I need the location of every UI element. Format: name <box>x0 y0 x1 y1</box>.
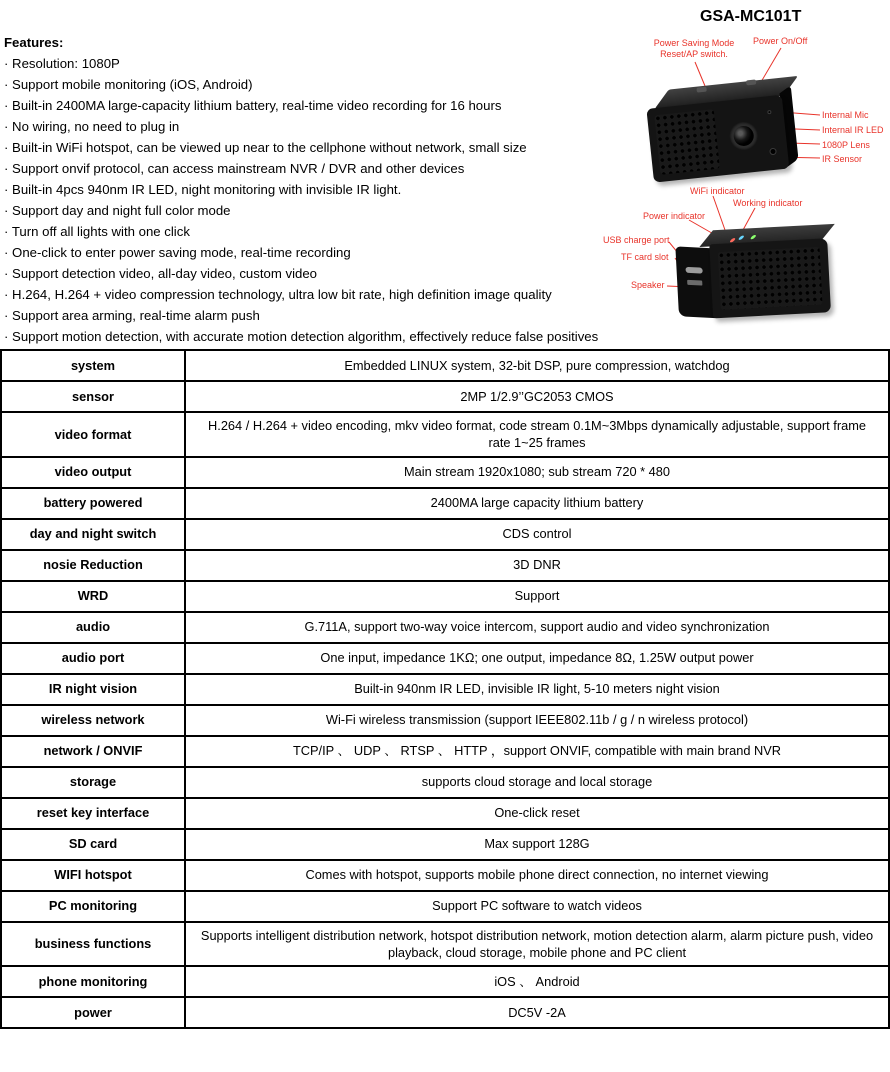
reset-ap-switch-button <box>696 87 706 93</box>
spec-label: wireless network <box>1 705 185 736</box>
features-list <box>4 32 598 347</box>
table-row <box>1 860 889 891</box>
product-diagram <box>585 30 888 348</box>
callout-speaker: Speaker <box>631 280 665 290</box>
feature-item: · Support day and night full color mode <box>4 203 231 218</box>
camera-front-face <box>646 95 789 183</box>
table-row <box>1 581 889 612</box>
table-row <box>1 643 889 674</box>
table-row <box>1 350 889 381</box>
spec-label: audio port <box>1 643 185 674</box>
spec-value: CDS control <box>185 519 889 550</box>
power-indicator-led <box>729 238 736 242</box>
callout-ir-sensor: IR Sensor <box>822 154 863 164</box>
callout-power-on-off: Power On/Off <box>753 36 808 46</box>
spec-value: Comes with hotspot, supports mobile phone direct connection, no internet viewing <box>185 860 889 891</box>
header-section <box>0 0 890 349</box>
spec-table <box>0 349 890 1029</box>
speaker-grille-icon <box>718 247 823 310</box>
spec-label: sensor <box>1 381 185 412</box>
spec-label: battery powered <box>1 488 185 519</box>
product-title: GSA-MC101T <box>700 8 802 25</box>
table-row <box>1 829 889 860</box>
table-row <box>1 798 889 829</box>
spec-label: nosie Reduction <box>1 550 185 581</box>
camera-speaker-face <box>709 238 831 318</box>
feature-item: · Built-in WiFi hotspot, can be viewed up near to the cellphone without network, small size <box>4 140 527 155</box>
spec-label: power <box>1 997 185 1028</box>
callout-wifi-indicator: WiFi indicator <box>690 186 745 196</box>
callout-power-indicator: Power indicator <box>643 211 706 221</box>
working-indicator-led <box>750 235 757 239</box>
spec-value: G.711A, support two-way voice intercom, support audio and video synchronization <box>185 612 889 643</box>
spec-value: Embedded LINUX system, 32-bit DSP, pure compression, watchdog <box>185 350 889 381</box>
spec-value: DC5V -2A <box>185 997 889 1028</box>
tf-card-slot <box>687 280 702 286</box>
spec-value: TCP/IP 、 UDP 、 RTSP 、 HTTP ，support ONVIF, compatible with main brand NVR <box>185 736 889 767</box>
spec-label: reset key interface <box>1 798 185 829</box>
table-row <box>1 412 889 457</box>
spec-value: One-click reset <box>185 798 889 829</box>
callout-usb-charge-port: USB charge port <box>603 235 670 245</box>
spec-value: Wi-Fi wireless transmission (support IEEE802.11b / g / n wireless protocol) <box>185 705 889 736</box>
feature-item: · Support area arming, real-time alarm push <box>4 308 260 323</box>
spec-value: Support PC software to watch videos <box>185 891 889 922</box>
spec-value: 2MP 1/2.9’’GC2053 CMOS <box>185 381 889 412</box>
spec-label: video output <box>1 457 185 488</box>
lens-icon <box>728 121 759 152</box>
camera-rear-view <box>674 222 839 330</box>
spec-value: supports cloud storage and local storage <box>185 767 889 798</box>
feature-item: · Built-in 2400MA large-capacity lithium battery, real-time video recording for 16 hours <box>4 98 502 113</box>
spec-label: IR night vision <box>1 674 185 705</box>
power-button <box>746 79 756 85</box>
callout-internal-mic: Internal Mic <box>822 110 869 120</box>
speaker-grille-icon <box>654 109 720 175</box>
spec-label: PC monitoring <box>1 891 185 922</box>
feature-item: · Support mobile monitoring (iOS, Android) <box>4 77 253 92</box>
feature-item: · H.264, H.264 + video compression technology, ultra low bit rate, high definition image quality <box>4 287 552 302</box>
spec-value: One input, impedance 1KΩ; one output, impedance 8Ω, 1.25W output power <box>185 643 889 674</box>
spec-label: network / ONVIF <box>1 736 185 767</box>
spec-value: iOS 、 Android <box>185 966 889 997</box>
feature-item: · No wiring, no need to plug in <box>4 119 180 134</box>
feature-item: · Resolution: 1080P <box>4 56 120 71</box>
spec-label: audio <box>1 612 185 643</box>
spec-value: H.264 / H.264 + video encoding, mkv video format, code stream 0.1M~3Mbps dynamically adjustable, support frame rate 1~25 frames <box>185 412 889 457</box>
table-row <box>1 488 889 519</box>
spec-label: business functions <box>1 922 185 967</box>
spec-label: WRD <box>1 581 185 612</box>
callout-1080p-lens: 1080P Lens <box>822 140 870 150</box>
table-row <box>1 674 889 705</box>
table-row <box>1 705 889 736</box>
table-row <box>1 550 889 581</box>
feature-item: · Turn off all lights with one click <box>4 224 190 239</box>
spec-label: day and night switch <box>1 519 185 550</box>
callout-working-indicator: Working indicator <box>733 198 803 208</box>
spec-value: Max support 128G <box>185 829 889 860</box>
spec-value: Supports intelligent distribution network, hotspot distribution network, motion detection alarm, alarm picture push, video playback, cloud storage, mobile phone and PC client <box>185 922 889 967</box>
feature-item: · Support onvif protocol, can access mainstream NVR / DVR and other devices <box>4 161 465 176</box>
feature-item: · Support detection video, all-day video, custom video <box>4 266 318 281</box>
table-row <box>1 997 889 1028</box>
features-heading: Features: <box>4 35 64 50</box>
callout-tf-card-slot: TF card slot <box>621 252 669 262</box>
spec-value: Support <box>185 581 889 612</box>
table-row <box>1 767 889 798</box>
spec-label: WIFI hotspot <box>1 860 185 891</box>
feature-item: · Support motion detection, with accurate motion detection algorithm, effectively reduce false positives <box>4 329 599 344</box>
spec-label: SD card <box>1 829 185 860</box>
table-row <box>1 922 889 967</box>
table-row <box>1 381 889 412</box>
spec-value: Built-in 940nm IR LED, invisible IR light, 5-10 meters night vision <box>185 674 889 705</box>
internal-mic-icon <box>767 110 771 114</box>
table-row <box>1 891 889 922</box>
camera-front-view <box>644 72 804 187</box>
spec-label: system <box>1 350 185 381</box>
spec-label: video format <box>1 412 185 457</box>
spec-value: 2400MA large capacity lithium battery <box>185 488 889 519</box>
table-row <box>1 519 889 550</box>
table-row <box>1 457 889 488</box>
usb-charge-port <box>685 267 702 274</box>
callout-reset-ap-switch: Power Saving Mode Reset/AP switch. <box>653 38 735 59</box>
spec-label: phone monitoring <box>1 966 185 997</box>
feature-item: · One-click to enter power saving mode, real-time recording <box>4 245 351 260</box>
wifi-indicator-led <box>738 236 745 240</box>
table-row <box>1 966 889 997</box>
table-row <box>1 612 889 643</box>
lens-glass <box>733 125 755 147</box>
feature-item: · Built-in 4pcs 940nm IR LED, night monitoring with invisible IR light. <box>4 182 402 197</box>
ir-sensor-icon <box>769 148 777 156</box>
spec-label: storage <box>1 767 185 798</box>
spec-value: 3D DNR <box>185 550 889 581</box>
callout-internal-ir-led: Internal IR LED <box>822 125 884 135</box>
table-row <box>1 736 889 767</box>
spec-value: Main stream 1920x1080; sub stream 720 * 480 <box>185 457 889 488</box>
